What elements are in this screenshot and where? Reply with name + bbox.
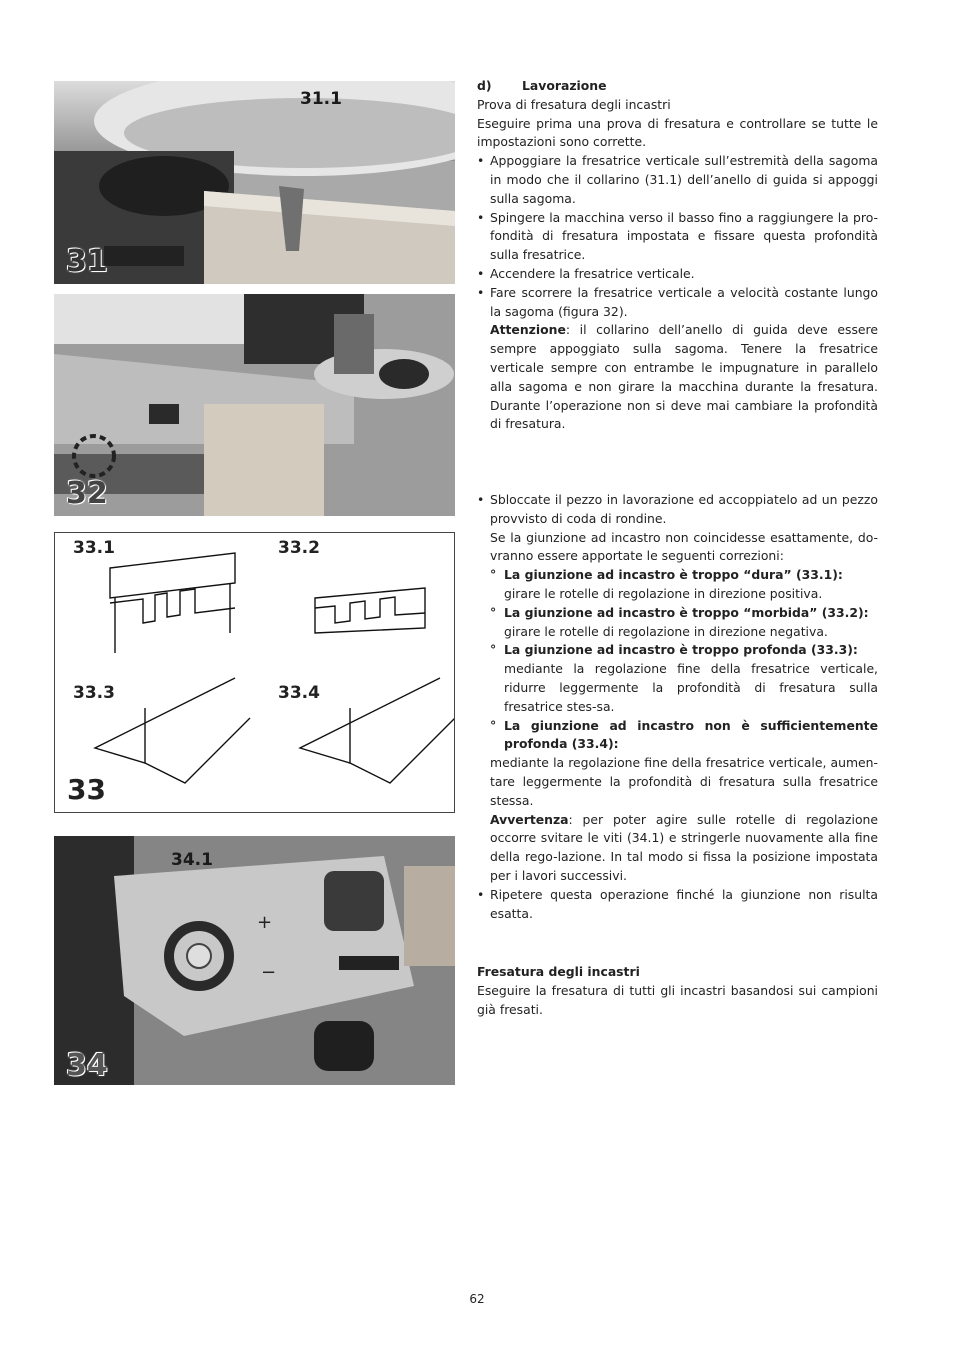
section-d-bullet: • Fare scorrere la fresatrice verticale a velocità costante lungo la sagoma (figura 32). [477, 284, 878, 322]
correction-heading: ° La giunzione ad incastro è troppo “morbida” (33.2): [477, 604, 878, 623]
figure-32-photo [54, 294, 455, 516]
figure-33-diagram [54, 532, 455, 813]
correction-text: girare le rotelle di regolazione in direzione positiva. [504, 585, 823, 601]
warning-label: Avvertenza [490, 811, 569, 827]
correction-heading: ° La giunzione ad incastro è troppo “dura” (33.1): [477, 566, 878, 585]
correction-text: girare le rotelle di regolazione in direzione negativa. [504, 623, 828, 639]
section-d-bullet: • Appoggiare la fresatrice verticale sull’estremità della sagoma in modo che il collarino (31.1) dell’anello di guida si appoggi sulla sagoma. [477, 152, 878, 208]
panel-33-1-label: 33.1 [73, 538, 115, 558]
section-d-number: d) [477, 78, 492, 93]
degree-mark: ° [490, 717, 497, 733]
section-d-heading [477, 77, 878, 96]
section-d-bullet: • Accendere la fresatrice verticale. [477, 265, 878, 284]
correction-text: mediante la regolazione fine della fresatrice verticale, aumen-tare leggermente la profondità di fresatura sulla fresatrice stessa. [490, 755, 878, 808]
figure-34-plus-label: + [257, 912, 273, 933]
section-d-title: Lavorazione [522, 78, 607, 93]
degree-mark: ° [490, 567, 497, 583]
figure-34-number: 34 [66, 1048, 108, 1083]
page-number: 62 [469, 1292, 485, 1306]
attention-note [477, 321, 878, 434]
figure-31-photo [54, 81, 455, 284]
panel-33-2-label: 33.2 [278, 538, 320, 558]
section-fit-text [477, 491, 878, 923]
warning-note [477, 811, 878, 886]
milling-title: Fresatura degli incastri [477, 964, 640, 979]
correction-heading: ° La giunzione ad incastro non è sufficientemente profonda (33.4): [490, 717, 878, 752]
section-d-intro: Eseguire prima una prova di fresatura e controllare se tutte le impostazioni sono corrette. [477, 115, 878, 150]
attention-label: Attenzione [490, 322, 566, 338]
attention-text: : il collarino dell’anello di guida deve essere sempre appoggiato sulla sagoma. Tenere la fresatrice verticale sempre con entrambe le impugnature in parallelo alla sagoma e non girare la macchina durante la fresatura. Durante l’operazione non si deve mai cambiare la profondità di fresatura. [490, 322, 878, 432]
repeat-bullet: • Ripetere questa operazione finché la giunzione non risulta esatta. [477, 886, 878, 924]
figure-31-callout: 31.1 [300, 89, 342, 109]
figure-33-number: 33 [67, 773, 106, 806]
section-d-bullet: • Spingere la macchina verso il basso fino a raggiungere la pro-fondità di fresatura impostata e fissare questa profondità sulla fresatrice. [477, 209, 878, 265]
warning-text: : per poter agire sulle rotelle di regolazione occorre svitare le viti (34.1) e stringerle nuovamente alla fine della rego-lazione. In tal modo si fissa la posizione impostata per i lavori successivi. [490, 811, 878, 883]
milling-text: Eseguire la fresatura di tutti gli incastri basandosi sui campioni già fresati. [477, 982, 878, 1017]
degree-mark: ° [490, 642, 497, 658]
section-d-text [477, 77, 878, 434]
figure-34-minus-label: − [261, 962, 277, 983]
figure-32-number: 32 [66, 476, 108, 511]
panel-33-3-label: 33.3 [73, 683, 115, 703]
section-milling-text [477, 963, 878, 1019]
degree-mark: ° [490, 604, 497, 620]
correction-heading: ° La giunzione ad incastro è troppo profonda (33.3): [477, 641, 878, 660]
panel-33-4-label: 33.4 [278, 683, 320, 703]
correction-text: mediante la regolazione fine della fresatrice verticale, ridurre leggermente la profondità di fresatura sulla fresatrice stes-sa. [504, 661, 878, 714]
section-d-subtitle: Prova di fresatura degli incastri [477, 96, 671, 112]
fit-bullet: • Sbloccate il pezzo in lavorazione ed accoppiatelo ad un pezzo provvisto di coda di rondine. [477, 491, 878, 529]
figure-34-photo [54, 836, 455, 1085]
figure-31-number: 31 [66, 244, 108, 279]
figure-34-callout: 34.1 [171, 850, 213, 870]
fit-intro: Se la giunzione ad incastro non coincidesse esattamente, do-vranno essere apportate le seguenti correzioni: [490, 529, 878, 564]
